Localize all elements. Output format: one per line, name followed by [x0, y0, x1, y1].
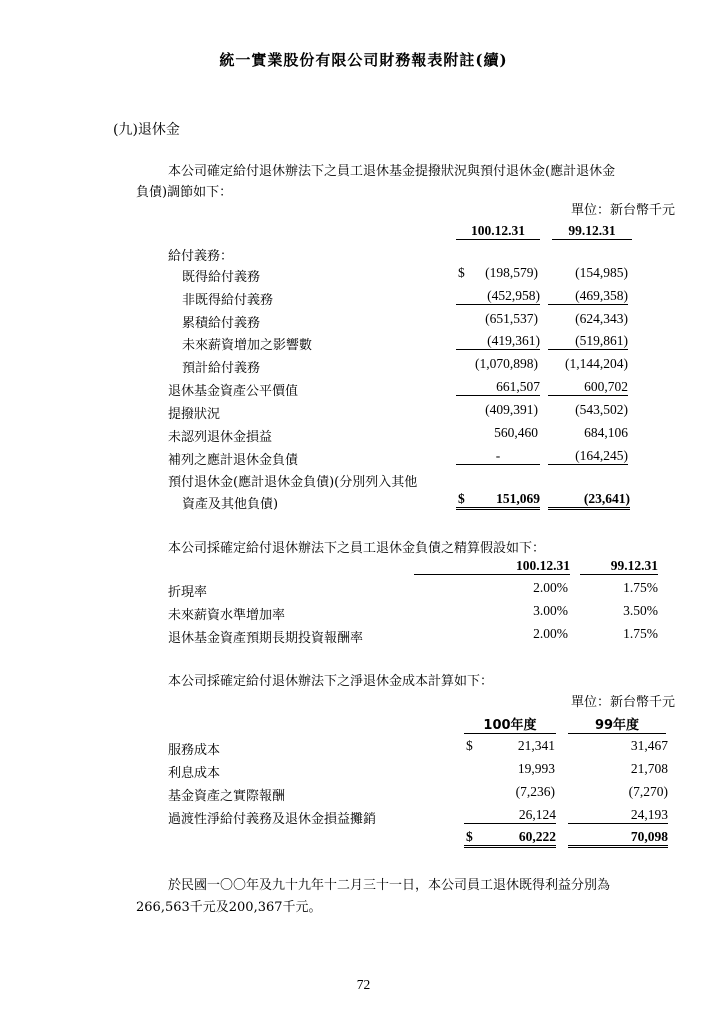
table1-row-currency: $ — [458, 265, 465, 280]
table1-row-value-1: (651,537) — [485, 311, 538, 326]
table1-col1-header: 100.12.31 — [456, 223, 540, 240]
table1-row-value-1: (452,958) — [456, 288, 540, 305]
table2-col2-header: 99.12.31 — [580, 558, 658, 575]
assumption-intro: 本公司採確定給付退休辦法下之員工退休金負債之精算假設如下： — [168, 541, 546, 556]
table1-row-label: 補列之應計退休金負債 — [168, 453, 299, 468]
table1-row-value-2: (624,343) — [575, 311, 628, 326]
intro-line-2: 負債)調節如下： — [136, 185, 233, 200]
unit-label-2: 單位：新台幣千元 — [570, 695, 675, 710]
table1-row-value-2: (469,358) — [548, 288, 628, 305]
table1-row-value-1: (419,361) — [456, 333, 540, 350]
table3-row-value-1: 21,341 — [517, 738, 555, 753]
table1-group-label: 給付義務： — [168, 249, 234, 264]
table1-row-value-1: 560,460 — [494, 425, 538, 440]
table2-row-value-1: 2.00% — [533, 626, 568, 641]
table1-last-currency: $ — [458, 491, 465, 506]
table3-row-label: 過渡性淨給付義務及退休金損益攤銷 — [168, 812, 377, 827]
table1-row-value-1: 661,507 — [456, 379, 540, 396]
intro-line-1: 本公司確定給付退休辦法下之員工退休基金提撥狀況與預付退休金(應計退休金 — [168, 164, 616, 179]
table2-row-label: 未來薪資水準增加率 — [168, 608, 286, 623]
table2-col1-header: 100.12.31 — [414, 558, 570, 575]
unit-label-1: 單位：新台幣千元 — [570, 203, 675, 218]
table3-total-value-2: 70,098 — [568, 829, 668, 848]
table3-row-value-2: (7,270) — [628, 784, 668, 799]
table1-row-label: 未來薪資增加之影響數 — [182, 338, 313, 353]
section-title: (九)退休金 — [113, 122, 180, 138]
table1-row-value-2: 684,106 — [584, 425, 628, 440]
table3-row-value-1: 26,124 — [464, 807, 556, 824]
table1-row-value-2: 600,702 — [548, 379, 628, 396]
table1-row-label: 非既得給付義務 — [182, 293, 274, 308]
table3-total-currency: $ — [466, 829, 473, 844]
table1-row-value-1: (198,579) — [485, 265, 538, 280]
table3-col1-header: 100年度 — [464, 714, 556, 734]
table1-last-value-2: (23,641) — [548, 491, 630, 510]
table1-row-label: 預計給付義務 — [182, 361, 261, 376]
table3-row-currency: $ — [466, 738, 473, 753]
table1-col2-header: 99.12.31 — [552, 223, 632, 240]
table1-row-label: 退休基金資產公平價值 — [168, 384, 299, 399]
table2-row-value-2: 1.75% — [623, 580, 658, 595]
table1-row-label: 提撥狀況 — [168, 407, 221, 422]
table3-row-value-2: 24,193 — [568, 807, 668, 824]
table2-row-value-2: 1.75% — [623, 626, 658, 641]
table3-row-label: 服務成本 — [168, 743, 221, 758]
closing-line-2: 266,563千元及200,367千元。 — [136, 900, 322, 915]
table1-row-label: 未認列退休金損益 — [168, 430, 273, 445]
page-title: 統一實業股份有限公司財務報表附註(續) — [219, 51, 508, 69]
table2-row-label: 折現率 — [168, 585, 208, 600]
table1-row-label: 累積給付義務 — [182, 316, 261, 331]
table1-last-label-2: 資產及其他負債) — [182, 497, 279, 512]
table3-total-value-1: 60,222 — [464, 829, 556, 848]
table3-row-value-1: 19,993 — [517, 761, 555, 776]
table1-row-value-1: - — [456, 448, 540, 465]
table3-row-value-1: (7,236) — [515, 784, 555, 799]
table3-row-label: 利息成本 — [168, 766, 221, 781]
table1-last-label-1: 預付退休金(應計退休金負債)(分別列入其他 — [168, 475, 418, 490]
closing-line-1: 於民國一〇〇年及九十九年十二月三十一日，本公司員工退休既得利益分別為 — [168, 878, 611, 893]
table1-row-value-2: (154,985) — [575, 265, 628, 280]
table1-row-value-2: (1,144,204) — [565, 356, 628, 371]
table2-row-value-1: 3.00% — [533, 603, 568, 618]
table1-row-value-2: (543,502) — [575, 402, 628, 417]
table2-row-value-1: 2.00% — [533, 580, 568, 595]
cost-intro: 本公司採確定給付退休辦法下之淨退休金成本計算如下： — [168, 674, 494, 689]
table3-row-label: 基金資產之實際報酬 — [168, 789, 286, 804]
table3-col2-header: 99年度 — [568, 714, 666, 734]
table1-row-label: 既得給付義務 — [182, 270, 261, 285]
table1-row-value-1: (1,070,898) — [475, 356, 538, 371]
table3-row-value-2: 31,467 — [630, 738, 668, 753]
table1-row-value-2: (164,245) — [548, 448, 628, 465]
table1-row-value-2: (519,861) — [548, 333, 628, 350]
table2-row-value-2: 3.50% — [623, 603, 658, 618]
table1-row-value-1: (409,391) — [485, 402, 538, 417]
page-number: 72 — [356, 977, 371, 992]
table1-last-value-1: 151,069 — [456, 491, 540, 510]
table2-row-label: 退休基金資產預期長期投資報酬率 — [168, 631, 364, 646]
table3-row-value-2: 21,708 — [630, 761, 668, 776]
